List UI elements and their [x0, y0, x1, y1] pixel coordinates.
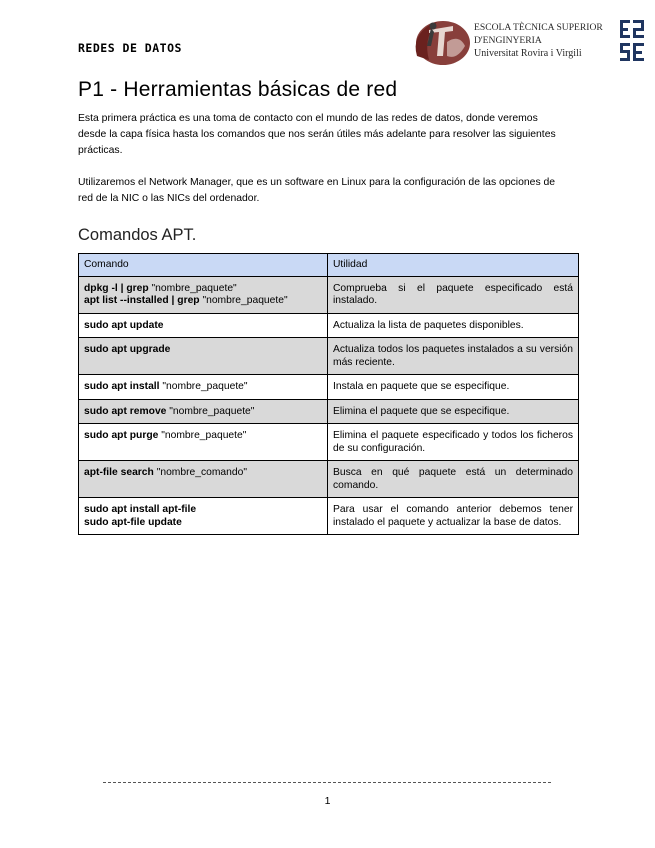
command-line: [84, 467, 322, 480]
command-line: [84, 406, 322, 419]
course-header: REDES DE DATOS: [78, 41, 182, 55]
command-keyword: sudo apt remove: [84, 405, 170, 417]
command-argument: "nombre_paquete": [161, 430, 247, 441]
apt-commands-table: [78, 253, 579, 535]
command-argument: "nombre_paquete": [162, 381, 248, 392]
command-line: [84, 295, 322, 308]
utility-cell: Para usar el comando anterior debemos tener instalado el paquete y actualizar la base de datos.: [328, 498, 579, 535]
table-row: [79, 498, 579, 535]
table-body: [79, 276, 579, 535]
command-keyword: sudo apt install: [84, 381, 163, 392]
command-argument: "nombre_comando": [156, 467, 247, 478]
command-line: [84, 320, 322, 333]
etse-emblem-icon: [407, 16, 471, 66]
table-row: [79, 276, 579, 313]
logo-text: [474, 21, 603, 60]
command-cell: [79, 313, 328, 338]
column-header-command: Comando: [79, 254, 328, 277]
command-cell: [79, 424, 328, 461]
logo-line-university: Universitat Rovira i Virgili: [474, 48, 582, 59]
command-argument: "nombre_paquete": [169, 405, 255, 417]
utility-cell: Comprueba si el paquete especificado está instalado.: [328, 276, 579, 313]
logo-line-engineering: D'ENGINYERIA: [474, 35, 542, 46]
utility-cell: Busca en qué paquete está un determinado comando.: [328, 461, 579, 498]
utility-cell: Actualiza la lista de paquetes disponibles.: [328, 313, 579, 338]
command-cell: [79, 276, 328, 313]
intro-paragraph: Esta primera práctica es una toma de contacto con el mundo de las redes de datos, donde veremos desde la capa física hasta los comandos que nos serán útiles más adelante para resolver las siguientes prácticas.: [78, 113, 556, 156]
command-keyword: sudo apt-file update: [84, 516, 182, 528]
utility-cell: Actualiza todos los paquetes instalados a su versión más reciente.: [328, 338, 579, 375]
table-row: [79, 375, 579, 400]
command-keyword: sudo apt purge: [84, 430, 162, 441]
table-row: [79, 461, 579, 498]
section-title: Comandos APT.: [78, 226, 197, 244]
column-header-utility: Utilidad: [328, 254, 579, 277]
command-keyword: dpkg -l | grep: [84, 282, 152, 294]
command-cell: [79, 338, 328, 375]
page-title: P1 - Herramientas básicas de red: [78, 78, 398, 101]
command-keyword: apt-file search: [84, 467, 157, 478]
command-line: [84, 504, 322, 517]
utility-cell: Elimina el paquete que se especifique.: [328, 399, 579, 424]
command-argument: "nombre_paquete": [151, 282, 237, 294]
command-keyword: apt list --installed | grep: [84, 295, 203, 306]
command-line: [84, 517, 322, 530]
command-keyword: sudo apt update: [84, 319, 164, 331]
command-keyword: sudo apt upgrade: [84, 344, 171, 355]
table-row: [79, 424, 579, 461]
command-line: [84, 344, 322, 357]
command-line: [84, 381, 322, 394]
table-row: [79, 399, 579, 424]
command-cell: [79, 498, 328, 535]
command-argument: "nombre_paquete": [202, 295, 288, 306]
etse-monogram-icon: [619, 18, 645, 64]
logo-line-school: ESCOLA TÈCNICA SUPERIOR: [474, 22, 603, 33]
table-row: [79, 338, 579, 375]
command-line: [84, 430, 322, 443]
table-header-row: [79, 254, 579, 277]
network-manager-paragraph: Utilizaremos el Network Manager, que es un software en Linux para la configuración de las opciones de red de la NIC o las NICs del ordenador.: [78, 177, 556, 204]
command-cell: [79, 399, 328, 424]
command-keyword: sudo apt install apt-file: [84, 504, 197, 515]
utility-cell: Elimina el paquete especificado y todos los ficheros de su configuración.: [328, 424, 579, 461]
command-cell: [79, 461, 328, 498]
table-row: [79, 313, 579, 338]
command-line: [84, 283, 322, 296]
footer-divider: [103, 782, 551, 783]
command-cell: [79, 375, 328, 400]
page-number: 1: [324, 795, 331, 807]
utility-cell: Instala en paquete que se especifique.: [328, 375, 579, 400]
university-logo: [407, 16, 645, 66]
